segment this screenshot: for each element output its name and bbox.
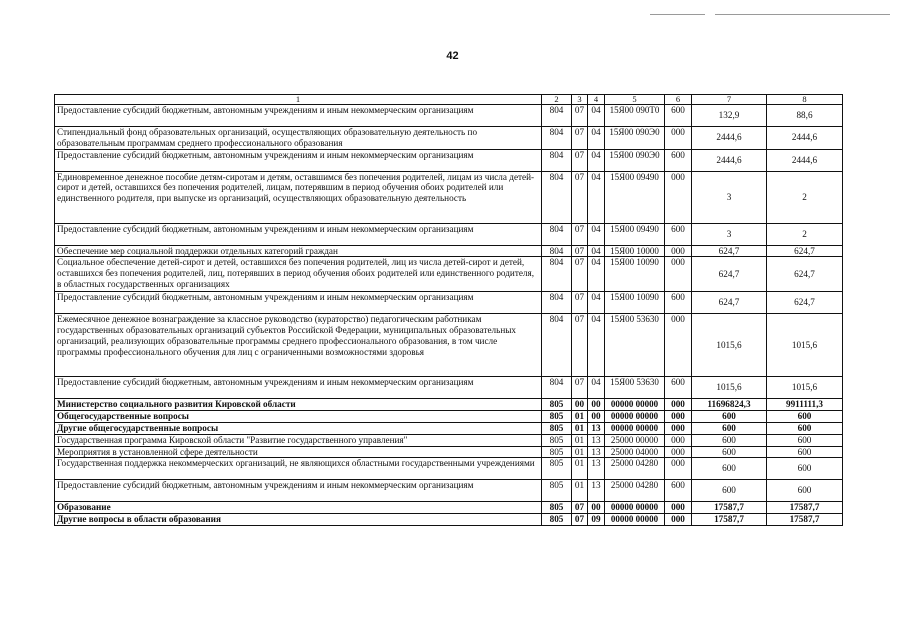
- row-name: Предоставление субсидий бюджетным, автономным учреждениям и иным некоммерческим организациям: [55, 149, 542, 171]
- row-subsection: 04: [588, 171, 605, 223]
- row-target-article: 15Я00 10090: [605, 257, 665, 292]
- row-name: Предоставление субсидий бюджетным, автономным учреждениям и иным некоммерческим организациям: [55, 377, 542, 399]
- row-amount-2024: 17587,7: [767, 514, 843, 526]
- row-amount-2024: 600: [767, 480, 843, 502]
- row-section: 07: [572, 245, 588, 257]
- row-section: 07: [572, 514, 588, 526]
- row-chapter: 805: [542, 480, 572, 502]
- row-chapter: 805: [542, 422, 572, 434]
- table-row: [55, 422, 843, 434]
- row-expense-type: 000: [665, 314, 692, 377]
- row-section: 07: [572, 257, 588, 292]
- row-chapter: 805: [542, 446, 572, 458]
- row-chapter: 804: [542, 314, 572, 377]
- row-amount-2024: 2444,6: [767, 149, 843, 171]
- row-expense-type: 000: [665, 411, 692, 423]
- row-section: 01: [572, 422, 588, 434]
- row-target-article: 00000 00000: [605, 502, 665, 514]
- table-row: [55, 411, 843, 423]
- row-target-article: 15Я00 09490: [605, 171, 665, 223]
- row-amount-2023: 624,7: [692, 292, 767, 314]
- row-target-article: 15Я00 09490: [605, 223, 665, 245]
- row-expense-type: 000: [665, 502, 692, 514]
- row-amount-2024: 2444,6: [767, 127, 843, 150]
- row-name: Социальное обеспечение детей-сирот и детей, оставшихся без попечения родителей, лиц из числа детей-сирот и детей, оставшихся без попечения родителей, лиц, потерявших в период обучения обоих родителей или единственного родителя, в областных государственных организациях: [55, 257, 542, 292]
- row-subsection: 09: [588, 514, 605, 526]
- row-expense-type: 000: [665, 422, 692, 434]
- row-amount-2023: 624,7: [692, 257, 767, 292]
- row-expense-type: 000: [665, 446, 692, 458]
- row-section: 01: [572, 434, 588, 446]
- row-name: Стипендиальный фонд образовательных организаций, осуществляющих образовательную деятельность по образовательным программам среднего профессионального образования: [55, 127, 542, 150]
- row-amount-2024: 1015,6: [767, 314, 843, 377]
- column-header: 4: [588, 95, 605, 105]
- row-target-article: 25000 04280: [605, 458, 665, 480]
- row-amount-2023: 2444,6: [692, 127, 767, 150]
- row-amount-2023: 600: [692, 446, 767, 458]
- row-name: Единовременное денежное пособие детям-сиротам и детям, оставшимся без попечения родителей, лицам из числа детей-сирот и детей, оставшихся без попечения родителей, лицам, потерявшим в период обучения обоих родителей или единственного родителя, при выпуске из организаций, осуществляющих образовательную деятельность: [55, 171, 542, 223]
- column-header: 1: [55, 95, 542, 105]
- row-amount-2023: 17587,7: [692, 502, 767, 514]
- row-subsection: 00: [588, 411, 605, 423]
- row-amount-2024: 1015,6: [767, 377, 843, 399]
- table-row: [55, 105, 843, 127]
- column-header: 5: [605, 95, 665, 105]
- table-row: [55, 149, 843, 171]
- table-row: [55, 434, 843, 446]
- row-name: Ежемесячное денежное вознаграждение за классное руководство (кураторство) педагогическим работникам государственных образовательных организаций субъектов Российской Федерации, муниципальных образовательных организаций, реализующих образовательные программы среднего профессионального образования, в том числе программы профессионального обучения для лиц с ограниченными возможностями здоровья: [55, 314, 542, 377]
- row-amount-2023: 1015,6: [692, 314, 767, 377]
- row-amount-2023: 600: [692, 480, 767, 502]
- row-amount-2024: 600: [767, 446, 843, 458]
- table-row: [55, 245, 843, 257]
- row-chapter: 804: [542, 292, 572, 314]
- row-amount-2023: 600: [692, 458, 767, 480]
- row-chapter: 805: [542, 399, 572, 411]
- header-row: [55, 95, 843, 105]
- table-row: [55, 377, 843, 399]
- table-row: [55, 257, 843, 292]
- row-amount-2024: 2: [767, 223, 843, 245]
- column-header: 2: [542, 95, 572, 105]
- table-row: [55, 171, 843, 223]
- row-amount-2024: 600: [767, 422, 843, 434]
- row-target-article: 00000 00000: [605, 514, 665, 526]
- row-target-article: 15Я00 090Э0: [605, 149, 665, 171]
- row-amount-2024: 17587,7: [767, 502, 843, 514]
- row-amount-2023: 132,9: [692, 105, 767, 127]
- row-amount-2023: 3: [692, 223, 767, 245]
- table-row: [55, 446, 843, 458]
- row-expense-type: 600: [665, 292, 692, 314]
- row-section: 01: [572, 411, 588, 423]
- row-amount-2024: 600: [767, 411, 843, 423]
- row-target-article: 15Я00 10090: [605, 292, 665, 314]
- page-number: 42: [446, 50, 459, 62]
- row-amount-2023: 624,7: [692, 245, 767, 257]
- row-section: 07: [572, 149, 588, 171]
- row-chapter: 804: [542, 245, 572, 257]
- row-expense-type: 000: [665, 458, 692, 480]
- row-name: Мероприятия в установленной сфере деятельности: [55, 446, 542, 458]
- row-target-article: 25000 04280: [605, 480, 665, 502]
- row-target-article: 15Я00 53630: [605, 377, 665, 399]
- row-subsection: 04: [588, 245, 605, 257]
- row-subsection: 13: [588, 422, 605, 434]
- row-subsection: 13: [588, 480, 605, 502]
- row-subsection: 00: [588, 399, 605, 411]
- column-header: 7: [692, 95, 767, 105]
- table-row: [55, 127, 843, 150]
- row-expense-type: 600: [665, 105, 692, 127]
- row-chapter: 804: [542, 257, 572, 292]
- row-chapter: 804: [542, 149, 572, 171]
- row-section: 07: [572, 105, 588, 127]
- row-section: 00: [572, 399, 588, 411]
- row-expense-type: 600: [665, 149, 692, 171]
- row-chapter: 804: [542, 377, 572, 399]
- row-subsection: 04: [588, 223, 605, 245]
- row-name: Образование: [55, 502, 542, 514]
- row-section: 01: [572, 446, 588, 458]
- row-section: 01: [572, 480, 588, 502]
- row-amount-2024: 624,7: [767, 292, 843, 314]
- budget-table: [54, 94, 843, 526]
- row-amount-2024: 624,7: [767, 257, 843, 292]
- row-section: 07: [572, 127, 588, 150]
- row-expense-type: 000: [665, 399, 692, 411]
- row-subsection: 04: [588, 377, 605, 399]
- row-target-article: 25000 00000: [605, 434, 665, 446]
- row-name: Государственная поддержка некоммерческих организаций, не являющихся областными государственными учреждениями: [55, 458, 542, 480]
- row-name: Министерство социального развития Кировской области: [55, 399, 542, 411]
- table-row: [55, 223, 843, 245]
- row-section: 07: [572, 314, 588, 377]
- row-subsection: 13: [588, 434, 605, 446]
- row-amount-2023: 600: [692, 422, 767, 434]
- row-expense-type: 000: [665, 257, 692, 292]
- column-header: 8: [767, 95, 843, 105]
- column-header: 3: [572, 95, 588, 105]
- row-target-article: 15Я00 090Т0: [605, 105, 665, 127]
- row-name: Предоставление субсидий бюджетным, автономным учреждениям и иным некоммерческим организациям: [55, 480, 542, 502]
- row-expense-type: 000: [665, 434, 692, 446]
- row-chapter: 804: [542, 127, 572, 150]
- row-name: Предоставление субсидий бюджетным, автономным учреждениям и иным некоммерческим организациям: [55, 223, 542, 245]
- row-subsection: 04: [588, 292, 605, 314]
- row-name: Общегосударственные вопросы: [55, 411, 542, 423]
- row-name: Другие вопросы в области образования: [55, 514, 542, 526]
- table-row: [55, 514, 843, 526]
- row-chapter: 805: [542, 411, 572, 423]
- row-subsection: 13: [588, 446, 605, 458]
- table-row: [55, 502, 843, 514]
- row-amount-2023: 3: [692, 171, 767, 223]
- row-subsection: 04: [588, 127, 605, 150]
- row-amount-2024: 88,6: [767, 105, 843, 127]
- table-row: [55, 292, 843, 314]
- row-section: 01: [572, 458, 588, 480]
- row-amount-2023: 2444,6: [692, 149, 767, 171]
- row-target-article: 15Я00 090Э0: [605, 127, 665, 150]
- row-amount-2023: 600: [692, 434, 767, 446]
- row-section: 07: [572, 377, 588, 399]
- row-section: 07: [572, 502, 588, 514]
- row-subsection: 04: [588, 105, 605, 127]
- row-chapter: 805: [542, 514, 572, 526]
- row-target-article: 25000 04000: [605, 446, 665, 458]
- row-name: Государственная программа Кировской области "Развитие государственного управления": [55, 434, 542, 446]
- row-chapter: 805: [542, 458, 572, 480]
- row-section: 07: [572, 171, 588, 223]
- row-name: Обеспечение мер социальной поддержки отдельных категорий граждан: [55, 245, 542, 257]
- row-amount-2023: 17587,7: [692, 514, 767, 526]
- row-expense-type: 000: [665, 127, 692, 150]
- row-amount-2024: 624,7: [767, 245, 843, 257]
- row-name: Предоставление субсидий бюджетным, автономным учреждениям и иным некоммерческим организациям: [55, 105, 542, 127]
- row-target-article: 00000 00000: [605, 399, 665, 411]
- row-section: 07: [572, 223, 588, 245]
- row-chapter: 804: [542, 105, 572, 127]
- row-expense-type: 600: [665, 377, 692, 399]
- table-row: [55, 480, 843, 502]
- row-chapter: 804: [542, 223, 572, 245]
- row-section: 07: [572, 292, 588, 314]
- row-expense-type: 600: [665, 223, 692, 245]
- row-target-article: 00000 00000: [605, 411, 665, 423]
- column-header: 6: [665, 95, 692, 105]
- row-subsection: 04: [588, 314, 605, 377]
- row-subsection: 04: [588, 149, 605, 171]
- scan-artifact-lines: [650, 2, 890, 20]
- row-expense-type: 000: [665, 514, 692, 526]
- row-chapter: 804: [542, 171, 572, 223]
- row-amount-2023: 600: [692, 411, 767, 423]
- row-target-article: 15Я00 10000: [605, 245, 665, 257]
- row-name: Другие общегосударственные вопросы: [55, 422, 542, 434]
- row-target-article: 15Я00 53630: [605, 314, 665, 377]
- table-row: [55, 314, 843, 377]
- row-expense-type: 000: [665, 245, 692, 257]
- row-amount-2023: 1015,6: [692, 377, 767, 399]
- row-amount-2024: 600: [767, 458, 843, 480]
- row-subsection: 13: [588, 458, 605, 480]
- row-amount-2024: 600: [767, 434, 843, 446]
- table-row: [55, 458, 843, 480]
- row-amount-2023: 11696824,3: [692, 399, 767, 411]
- row-chapter: 805: [542, 434, 572, 446]
- row-amount-2024: 2: [767, 171, 843, 223]
- row-amount-2024: 9911111,3: [767, 399, 843, 411]
- table-row: [55, 399, 843, 411]
- row-expense-type: 000: [665, 171, 692, 223]
- row-expense-type: 600: [665, 480, 692, 502]
- row-subsection: 04: [588, 257, 605, 292]
- row-name: Предоставление субсидий бюджетным, автономным учреждениям и иным некоммерческим организациям: [55, 292, 542, 314]
- row-subsection: 00: [588, 502, 605, 514]
- row-chapter: 805: [542, 502, 572, 514]
- row-target-article: 00000 00000: [605, 422, 665, 434]
